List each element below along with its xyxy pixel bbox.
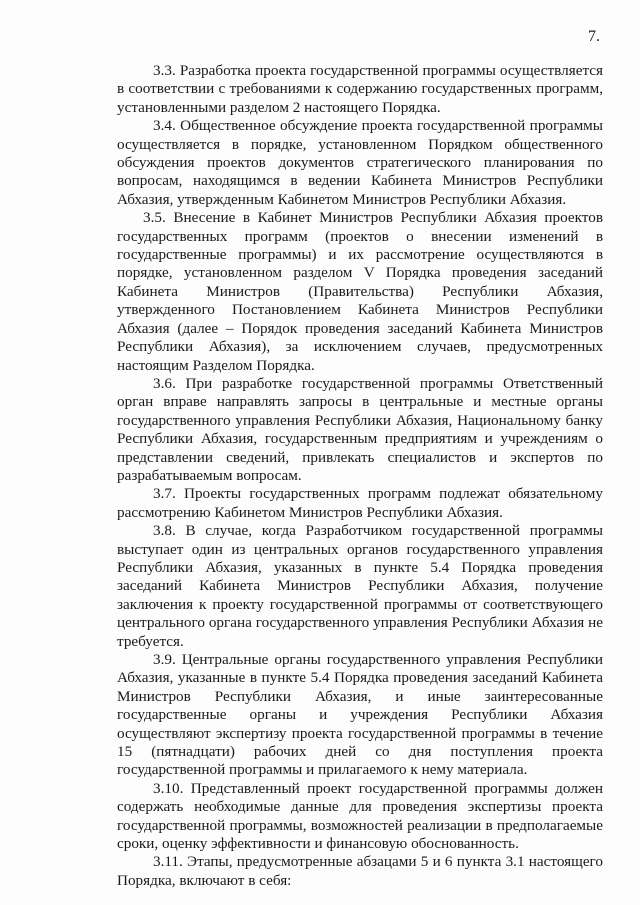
page-number: 7.	[588, 28, 600, 45]
paragraph-3-6: 3.6. При разработке государственной программы Ответственный орган вправе направлять запросы в центральные и местные органы государственного управления Республики Абхазия, Национальному банку Республики Абхазия, государственным предприятиям и учреждениям о представлении сведений, привлекать специалистов и экспертов по разрабатываемым вопросам.	[117, 374, 603, 484]
paragraph-3-11: 3.11. Этапы, предусмотренные абзацами 5 и 6 пункта 3.1 настоящего Порядка, включают в себя:	[117, 853, 603, 889]
paragraph-3-5: 3.5. Внесение в Кабинет Министров Республики Абхазия проектов государственных программ (проектов о внесении изменений в государственные программы) и их рассмотрение осуществляются в порядке, установленном разделом V Порядка проведения заседаний Кабинета Министров (Правительства) Республики Абхазия, утвержденного Постановлением Кабинета Министров Республики Абхазия (далее – Порядок проведения заседаний Кабинета Министров Республики Абхазия), за исключением случаев, предусмотренных настоящим Разделом Порядка.	[117, 209, 603, 374]
paragraph-3-8: 3.8. В случае, когда Разработчиком государственной программы выступает один из центральных органов государственного управления Республики Абхазия, указанных в пункте 5.4 Порядка проведения заседаний Кабинета Министров Республики Абхазия, получение заключения к проекту государственной программы от соответствующего центрального органа государственного управления Республики Абхазия не требуется.	[117, 522, 603, 650]
paragraph-3-7: 3.7. Проекты государственных программ подлежат обязательному рассмотрению Кабинетом Министров Республики Абхазия.	[117, 485, 603, 521]
paragraph-3-4: 3.4. Общественное обсуждение проекта государственной программы осуществляется в порядке, установленном Порядком общественного обсуждения проектов документов стратегического планирования по вопросам, находящимся в ведении Кабинета Министров Республики Абхазия, утвержденным Кабинетом Министров Республики Абхазия.	[117, 117, 603, 208]
paragraph-3-3: 3.3. Разработка проекта государственной программы осуществляется в соответствии с требованиями к содержанию государственных программ, установленными разделом 2 настоящего Порядка.	[117, 62, 603, 116]
document-body	[117, 62, 603, 890]
paragraph-3-9: 3.9. Центральные органы государственного управления Республики Абхазия, указанные в пункте 5.4 Порядка проведения заседаний Кабинета Министров Республики Абхазия, и иные заинтересованные государственные органы и учреждения Республики Абхазия осуществляют экспертизу проекта государственной программы в течение 15 (пятнадцати) рабочих дней со дня поступления проекта государственной программы и прилагаемого к нему материала.	[117, 651, 603, 779]
paragraph-3-10: 3.10. Представленный проект государственной программы должен содержать необходимые данные для проведения экспертизы проекта государственной программы, возможностей реализации в предполагаемые сроки, оценку эффективности и финансовую обоснованность.	[117, 779, 603, 853]
